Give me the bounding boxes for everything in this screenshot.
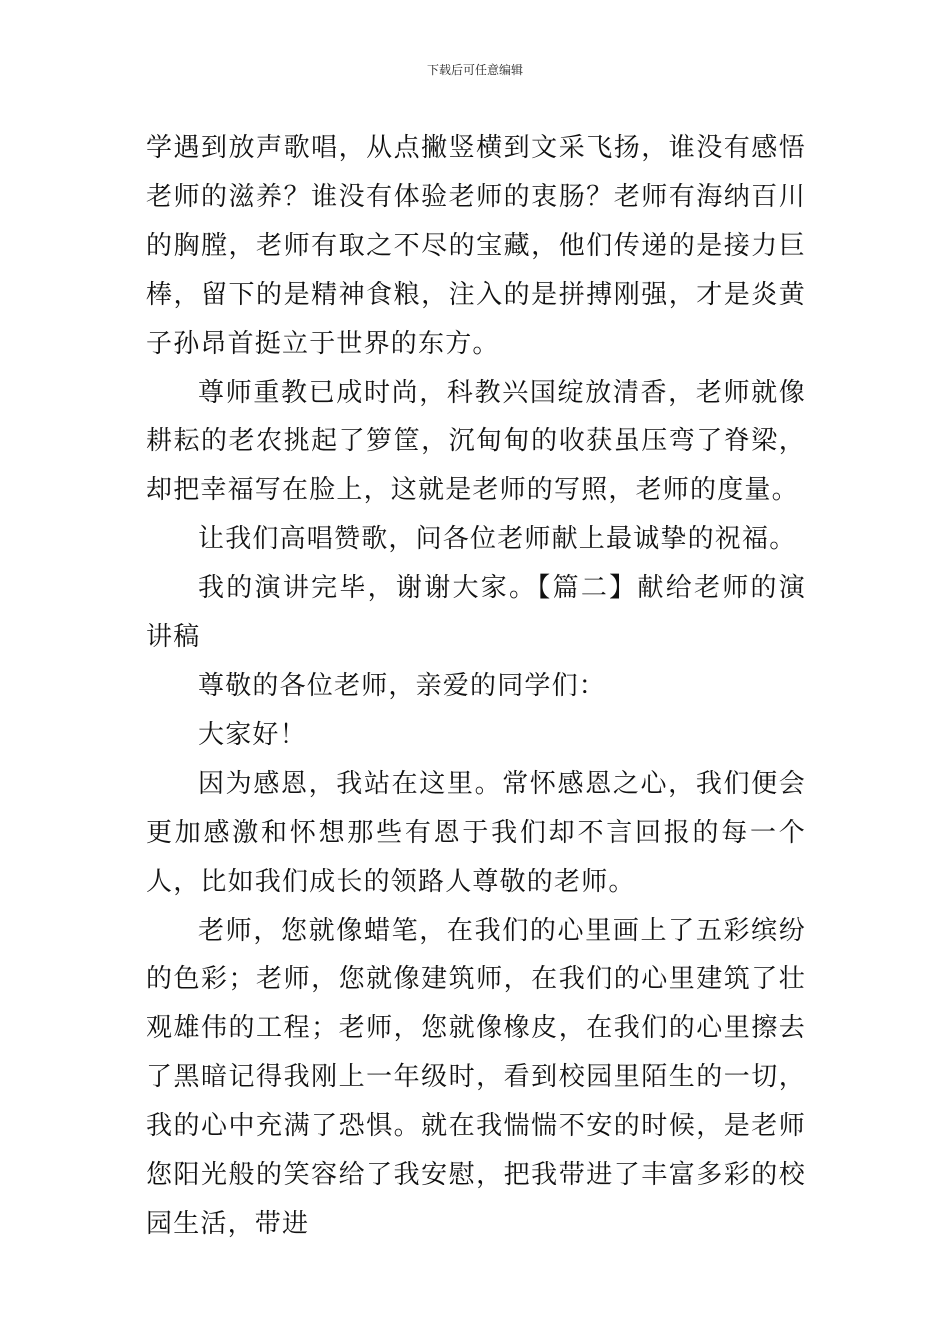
page-header-note: 下载后可任意编辑 (426, 63, 523, 77)
paragraph: 因为感恩，我站在这里。常怀感恩之心，我们便会更加感激和怀想那些有恩于我们却不言回报的每一个人，比如我们成长的领路人尊敬的老师。 (146, 768, 806, 897)
paragraph: 让我们高唱赞歌，问各位老师献上最诚挚的祝福。 (198, 524, 797, 555)
paragraph: 学遇到放声歌唱，从点撇竖横到文采飞扬，谁没有感悟老师的滋养？谁没有体验老师的衷肠？老师有海纳百川的胸膛，老师有取之不尽的宝藏，他们传递的是接力巨棒，留下的是精神食粮，注入的是拼搏刚强，才是炎黄子孙昂首挺立于世界的东方。 (146, 133, 806, 359)
paragraph: 老师，您就像蜡笔，在我们的心里画上了五彩缤纷的色彩；老师，您就像建筑师，在我们的心里建筑了壮观雄伟的工程；老师，您就像橡皮，在我们的心里擦去了黑暗记得我刚上一年级时，看到校园里陌生的一切，我的心中充满了恐惧。就在我惴惴不安的时候，是老师您阳光般的笑容给了我安慰，把我带进了丰富多彩的校园生活，带进 (146, 915, 806, 1239)
salutation: 尊敬的各位老师，亲爱的同学们： (198, 670, 607, 701)
greeting: 大家好！ (198, 719, 307, 750)
document-body (146, 124, 806, 1249)
paragraph: 我的演讲完毕，谢谢大家。【篇二】献给老师的演讲稿 (146, 573, 806, 653)
paragraph: 尊师重教已成时尚，科教兴国绽放清香，老师就像耕耘的老农挑起了箩筐，沉甸甸的收获虽压弯了脊梁，却把幸福写在脸上，这就是老师的写照，老师的度量。 (146, 377, 806, 506)
